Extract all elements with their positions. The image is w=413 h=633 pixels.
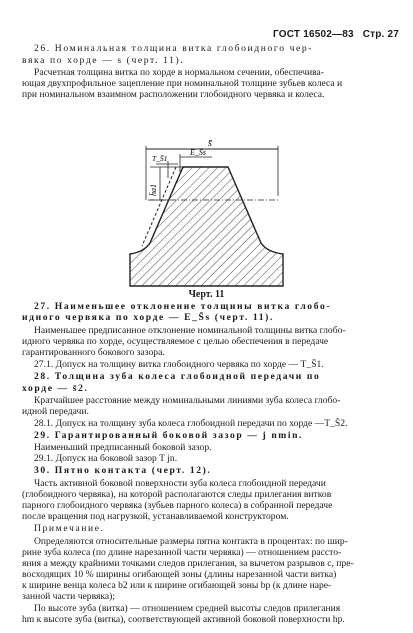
note-heading: Примечание. (34, 523, 105, 534)
term-26-def-1: Расчетная толщина витка по хорде в нормальном сечении, обеспечива- (34, 67, 324, 78)
page-header (273, 29, 399, 40)
note-8: hm к высоте зуба (витка), соответствующей активной боковой поверхности hp. (22, 614, 345, 625)
term-26-title: 26. Номинальная толщина витка глобоидного чер- (34, 43, 314, 54)
term-30-def-4: после вращения под нагрузкой, устанавливаемой конструктором. (22, 511, 289, 522)
e-ss-label: E_S̄s (190, 148, 206, 157)
drawing-11-caption: Черт. 11 (188, 289, 225, 300)
term-30-def-1: Часть активной боковой поверхности зуба колеса глобоидной передачи (34, 478, 326, 489)
term-28-title-cont: хорде — s̄2. (22, 383, 89, 394)
note-6: занной части червяка); (22, 591, 116, 602)
term-30-def-2: (глобоидного червяка), на которой располагаются следы прилегания витков (22, 489, 332, 500)
note-5: к ширине венца колеса b2 или к ширине огибающей зоны bp (к длине наре- (22, 580, 332, 591)
term-27-def-1: Наименьшее предписанное отклонение номинальной толщины витка глобо- (34, 325, 346, 336)
term-29-1: 29.1. Допуск на боковой зазор T jn. (34, 453, 178, 464)
s-bar-label: s̄ (208, 138, 212, 149)
term-26-def-3: при номинальном взаимном расположении глобоидного червяка и колеса. (22, 89, 325, 100)
term-26-def-2: ющая двухпрофильное зацепление при номинальной толщине зубьев колеса и (22, 78, 343, 89)
term-29-title: 29. Гарантированный боковой зазор — j nmin. (34, 430, 304, 441)
term-29-def: Наименьший предписанный боковой зазор. (34, 442, 212, 453)
page-number: Стр. 27 (362, 29, 399, 40)
standard-number: ГОСТ 16502—83 (273, 29, 354, 40)
term-26-title-cont: вяка по хорде — s (черт. 11). (22, 55, 185, 66)
term-30-title: 30. Пятно контакта (черт. 12). (34, 465, 212, 476)
drawing-11 (128, 138, 328, 288)
term-30-def-3: парного глобоидного червяка (зубьев парного колеса) в собранной передаче (22, 500, 333, 511)
note-4: восходящих 10 % ширины огибающей зоны (длины нарезанной части витка) (22, 569, 337, 580)
note-1: Определяются относительные размеры пятна контакта в процентах: по шир- (34, 536, 348, 547)
term-27-title-cont: идного червяка по хорде — E_S̄s (черт. 11). (22, 312, 274, 323)
term-27-def-3: гарантированного бокового зазора. (22, 347, 165, 358)
h-a1-label: h̄a1 (149, 184, 158, 196)
term-28-1: 28.1. Допуск на толщину зуба колеса глобоидной передачи по хорде —T_S̄2. (34, 418, 348, 429)
t-s1-label: T_S̄1 (152, 154, 168, 163)
term-27-1: 27.1. Допуск на толщину витка глобоидного червяка по хорде — T_S̄1. (34, 359, 324, 370)
term-28-def-1: Кратчайшее расстояние между номинальными линиями зуба колеса глобо- (34, 395, 341, 406)
note-2: рине зуба колеса (по длине нарезанной части червяка) — отношением рассто- (22, 547, 342, 558)
term-27-title: 27. Наименьшее отклонение толщины витка глобо- (34, 301, 332, 312)
note-7: По высоте зуба (витка) — отношением средней высоты следов прилегания (34, 603, 341, 614)
term-27-def-2: идного червяка по хорде, осуществляемое с целью обеспечения в передаче (22, 336, 329, 347)
term-28-def-2: идной передачи. (22, 406, 89, 417)
note-3: яния a между крайними точками следов прилегания, за вычетом разрывов c, пре- (22, 558, 354, 569)
term-28-title: 28. Толщина зуба колеса глобоидной передачи по (34, 371, 321, 382)
